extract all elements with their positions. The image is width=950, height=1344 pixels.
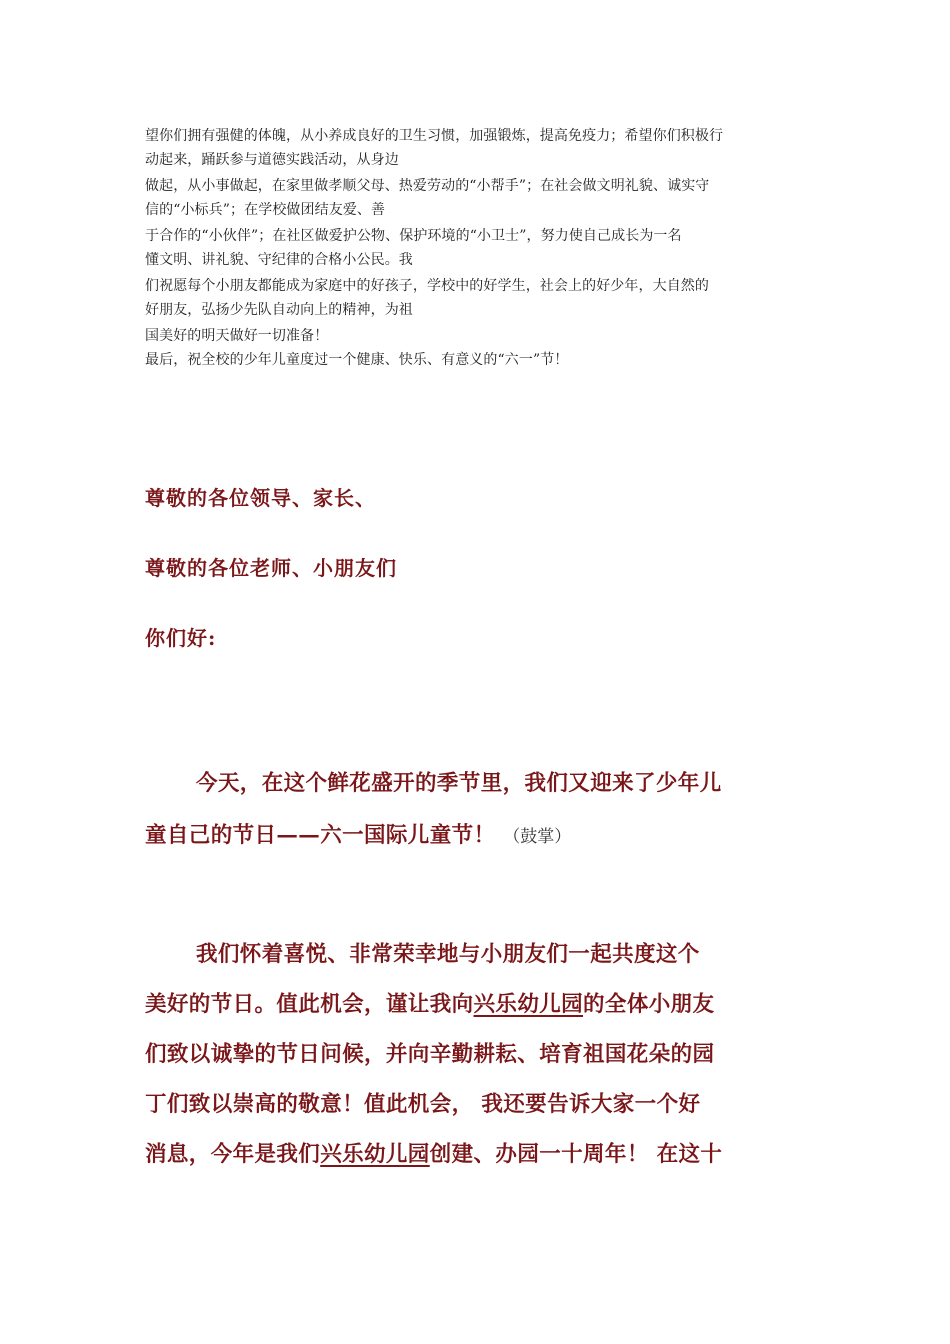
intro-line-7: 们祝愿每个小朋友都能成为家庭中的好孩子，学校中的好学生，社会上的好少年，大自然的 (145, 278, 709, 294)
intro-line-9: 国美好的明天做好一切准备！ (145, 328, 329, 344)
greeting-line-3: 你们好: (145, 626, 217, 650)
para2-line-5-post: 创建、办园一十周年！ 在这十 (429, 1142, 723, 1167)
para2-line-1: 我们怀着喜悦、非常荣幸地与小朋友们一起共度这个 (196, 942, 700, 967)
para2-line-2-post: 的全体小朋友 (583, 992, 715, 1017)
para2-line-3: 们致以诚挚的节日问候，并向辛勤耕耘、培育祖国花朵的园 (145, 1042, 715, 1067)
para1-line-2 (145, 818, 571, 849)
intro-line-2: 动起来，踊跃参与道德实践活动，从身边 (145, 152, 399, 168)
intro-line-5: 于合作的“小伙伴”；在社区做爱护公物、保护环境的“小卫士”，努力使自己成长为一名 (145, 228, 682, 244)
para2-line-5 (145, 1137, 722, 1168)
intro-line-10: 最后，祝全校的少年儿童度过一个健康、快乐、有意义的“六一”节！ (145, 352, 569, 368)
kindergarten-link[interactable]: 兴乐幼儿园 (473, 992, 584, 1017)
para2-line-5-pre: 消息，今年是我们 (145, 1142, 321, 1167)
para2-line-2 (145, 987, 714, 1018)
para2-line-2-pre: 美好的节日。值此机会，谨让我向 (145, 992, 474, 1017)
intro-line-4: 信的“小标兵”；在学校做团结友爱、善 (145, 202, 386, 218)
intro-line-8: 好朋友，弘扬少先队自动向上的精神，为祖 (145, 302, 413, 318)
kindergarten-link-2[interactable]: 兴乐幼儿园 (320, 1142, 430, 1167)
para1-line-1: 今天，在这个鲜花盛开的季节里，我们又迎来了少年儿 (196, 771, 722, 796)
greeting-line-1: 尊敬的各位领导、家长、 (145, 486, 376, 510)
intro-line-3: 做起，从小事做起，在家里做孝顺父母、热爱劳动的“小帮手”；在社会做文明礼貌、诚实守 (145, 178, 710, 194)
greeting-line-2: 尊敬的各位老师、小朋友们 (145, 556, 397, 580)
intro-line-1: 望你们拥有强健的体魄，从小养成良好的卫生习惯，加强锻炼，提高免疫力；希望你们积极行 (145, 128, 724, 144)
applause-note: （鼓掌） (503, 827, 572, 847)
intro-line-6: 懂文明、讲礼貌、守纪律的合格小公民。我 (145, 252, 413, 268)
para1-line-2-text: 童自己的节日——六一国际儿童节！ (145, 823, 496, 848)
para2-line-4: 丁们致以崇高的敬意！值此机会， 我还要告诉大家一个好 (145, 1092, 701, 1117)
